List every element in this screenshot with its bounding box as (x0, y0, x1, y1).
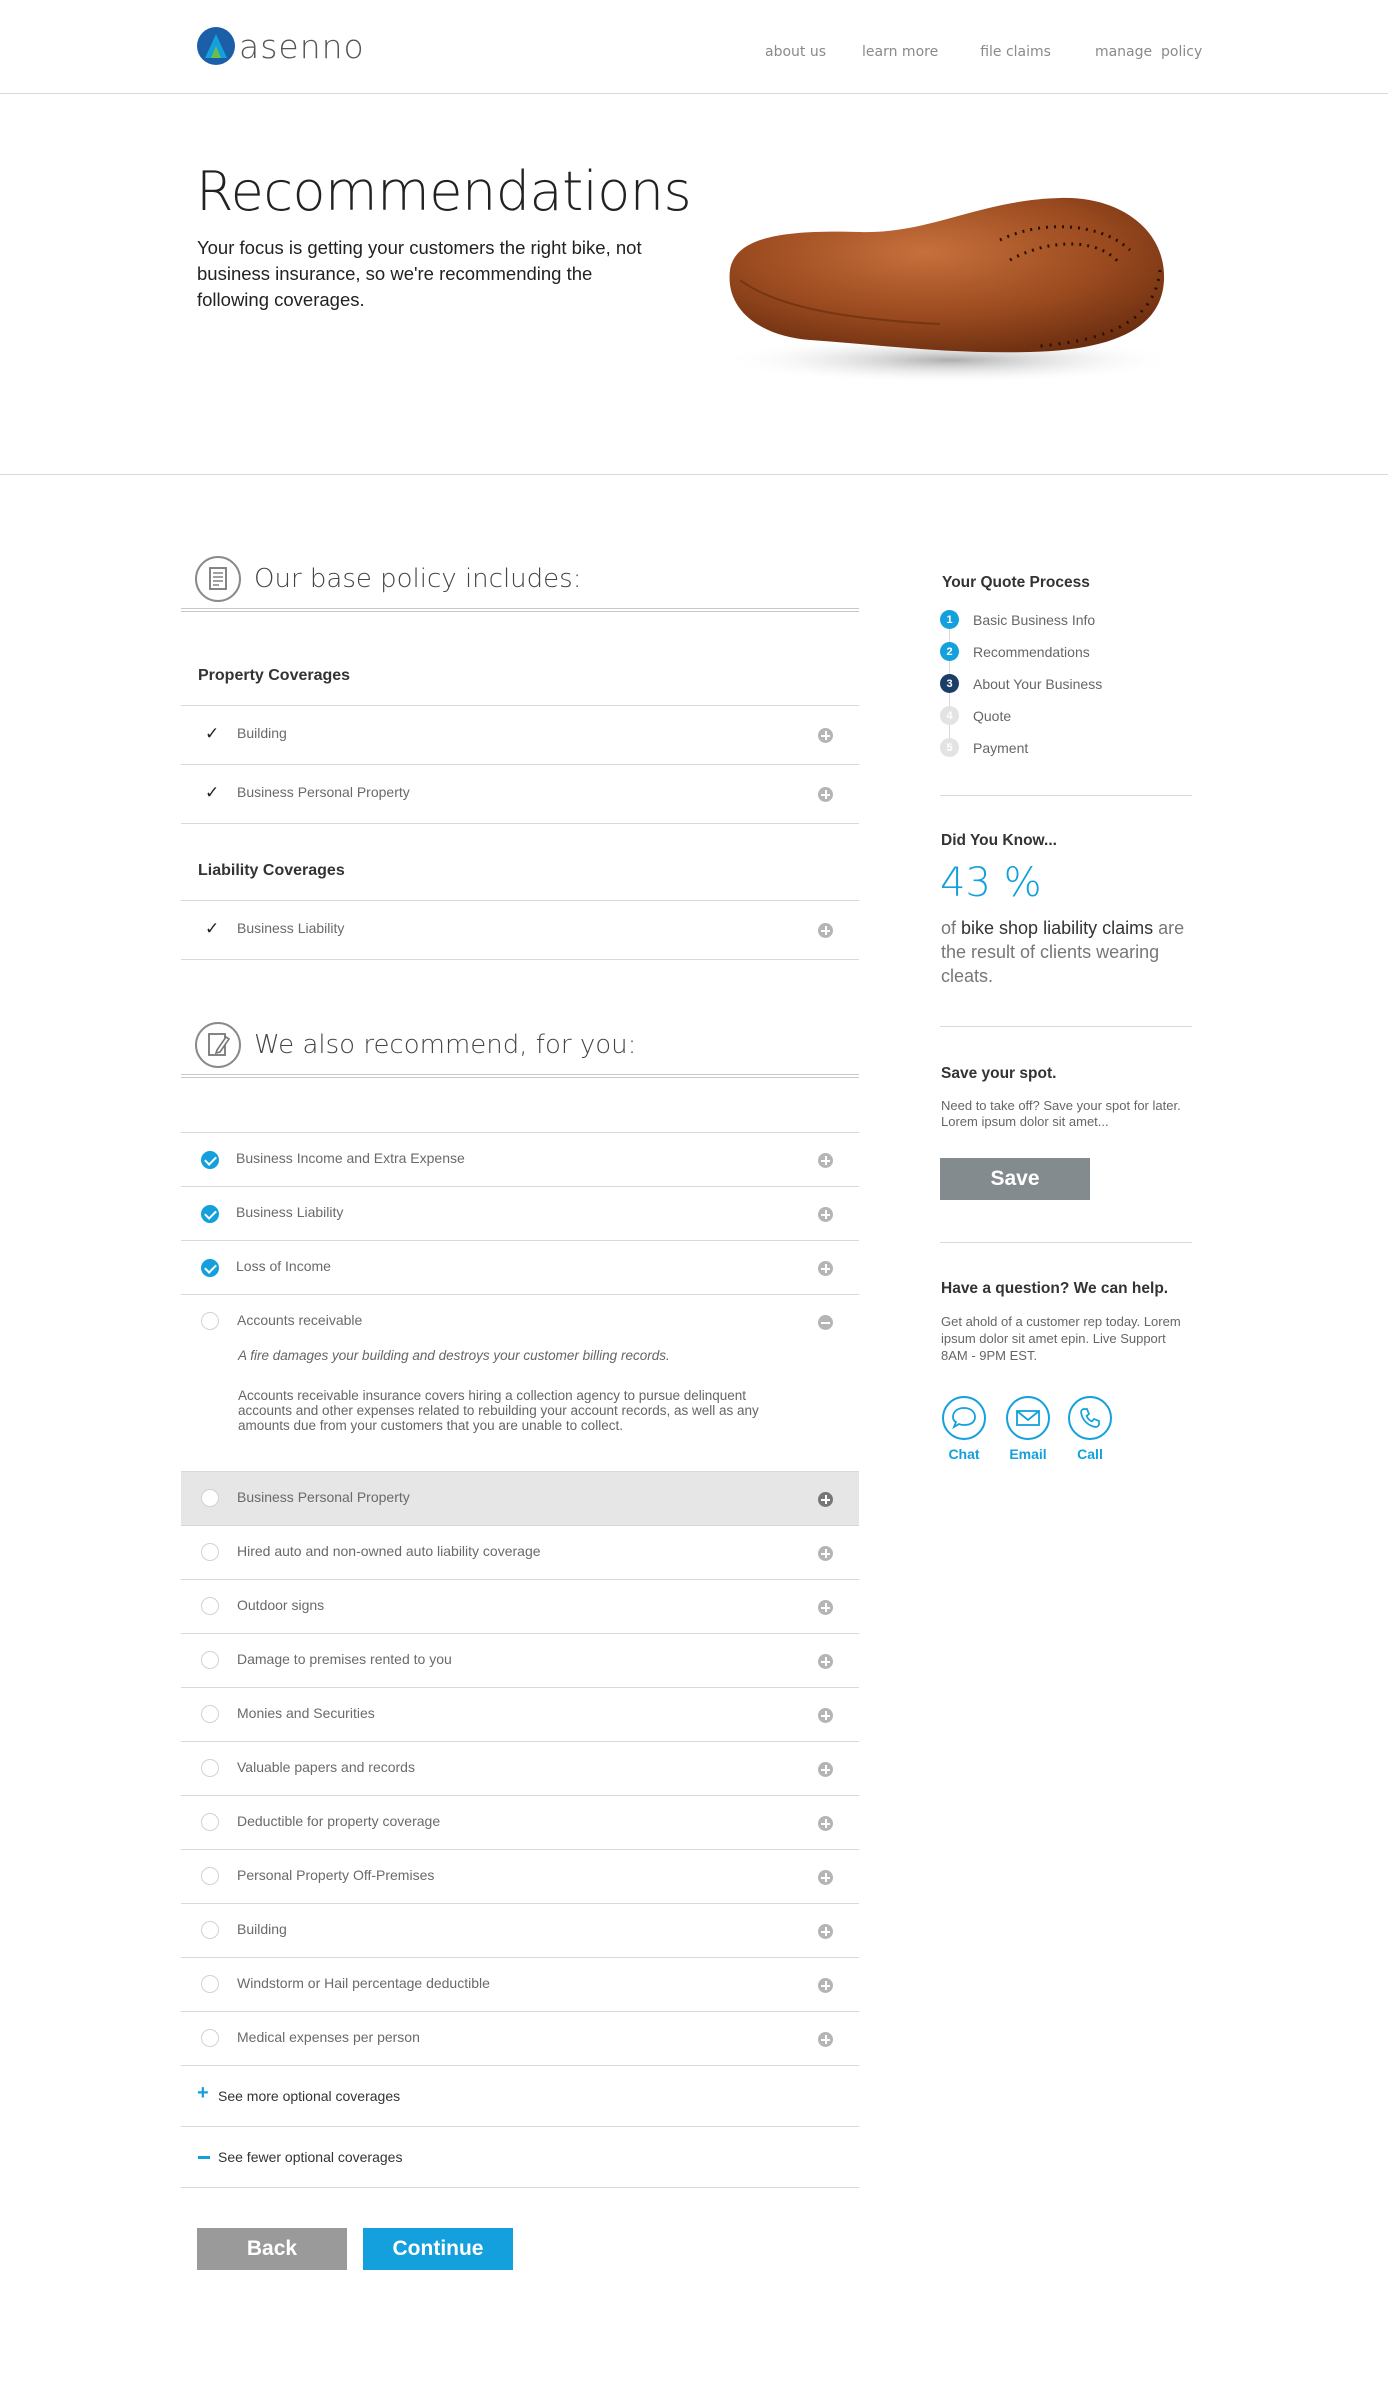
expand-plus-icon[interactable] (818, 1261, 833, 1276)
unselected-radio[interactable] (201, 1312, 219, 1330)
coverage-label: Hired auto and non-owned auto liability coverage (237, 1543, 541, 1559)
see-fewer-row[interactable] (181, 2127, 859, 2188)
unselected-radio[interactable] (201, 1921, 219, 1939)
help-text: Get ahold of a customer rep today. Lorem ipsum dolor sit amet epin. Live Support 8AM - 9PM EST. (941, 1314, 1181, 1363)
expand-plus-icon[interactable] (818, 1762, 833, 1777)
nav-about-us[interactable]: about us (765, 44, 827, 60)
minus-icon (198, 2156, 210, 2159)
expand-plus-icon[interactable] (818, 1924, 833, 1939)
step-number: 5 (940, 738, 959, 757)
coverage-example: A fire damages your building and destroys your customer billing records. (238, 1348, 670, 1363)
page-title: Recommendations (196, 160, 692, 223)
stat-text-bold: bike shop liability claims (961, 918, 1154, 938)
expand-plus-icon[interactable] (818, 1153, 833, 1168)
save-button[interactable]: Save (940, 1158, 1090, 1200)
step-label: Quote (973, 707, 1012, 724)
recommend-row[interactable] (181, 1241, 859, 1295)
unselected-radio[interactable] (201, 1867, 219, 1885)
recommend-row-expanded[interactable] (181, 1295, 859, 1472)
expand-plus-icon[interactable] (818, 1600, 833, 1615)
site-header (0, 0, 1388, 94)
divider (940, 1242, 1192, 1243)
property-coverages-heading: Property Coverages (198, 667, 351, 684)
expand-plus-icon[interactable] (818, 1870, 833, 1885)
recommend-row[interactable] (181, 1187, 859, 1241)
expand-plus-icon[interactable] (818, 1978, 833, 1993)
recommend-row[interactable] (181, 1742, 859, 1796)
expand-plus-icon[interactable] (818, 1207, 833, 1222)
help-title: Have a question? We can help. (941, 1280, 1169, 1297)
selected-check-icon[interactable] (201, 1205, 219, 1223)
recommend-row[interactable] (181, 1904, 859, 1958)
stat-text (941, 916, 1191, 988)
logo-text: asenno (239, 26, 365, 66)
coverage-label: Valuable papers and records (237, 1759, 415, 1775)
recommend-row[interactable] (181, 1580, 859, 1634)
unselected-radio[interactable] (201, 1705, 219, 1723)
unselected-radio[interactable] (201, 1813, 219, 1831)
unselected-radio[interactable] (201, 1597, 219, 1615)
coverage-label: Business Liability (236, 1204, 344, 1220)
coverage-label: Medical expenses per person (237, 2029, 420, 2045)
divider (940, 1026, 1192, 1027)
quote-step-1 (940, 610, 1095, 629)
save-spot-title: Save your spot. (941, 1065, 1057, 1082)
bike-saddle-image (700, 160, 1180, 390)
step-number: 1 (940, 610, 959, 629)
quote-step-4 (940, 706, 1011, 725)
plus-icon: + (197, 2082, 209, 2104)
liability-coverages-heading: Liability Coverages (198, 862, 345, 879)
asenno-logo[interactable] (196, 26, 365, 66)
expand-plus-icon[interactable] (818, 1816, 833, 1831)
logo-mark-icon (196, 26, 236, 66)
quote-step-2 (940, 642, 1090, 661)
email-label: Email (1009, 1446, 1047, 1462)
see-more-link[interactable]: See more optional coverages (218, 2088, 401, 2104)
step-label: Recommendations (973, 643, 1090, 660)
unselected-radio[interactable] (201, 1975, 219, 1993)
divider (940, 795, 1192, 796)
stat-text-prefix: of (941, 918, 962, 938)
coverage-label: Business Personal Property (237, 1489, 410, 1505)
unselected-radio[interactable] (201, 1759, 219, 1777)
coverage-label: Loss of Income (236, 1258, 331, 1274)
edit-document-icon (195, 1022, 241, 1068)
coverage-label: Deductible for property coverage (237, 1813, 441, 1829)
coverage-label: Business Liability (237, 920, 345, 936)
unselected-radio[interactable] (201, 2029, 219, 2047)
expand-plus-icon[interactable] (818, 923, 833, 938)
base-policy-header (181, 556, 859, 612)
checkmark-icon: ✓ (205, 724, 220, 743)
recommend-title: We also recommend, for you: (254, 1030, 637, 1060)
unselected-radio[interactable] (201, 1489, 219, 1507)
step-number: 2 (940, 642, 959, 661)
recommend-row[interactable] (181, 2012, 859, 2066)
recommend-row[interactable] (181, 1688, 859, 1742)
coverage-label: Outdoor signs (237, 1597, 325, 1613)
unselected-radio[interactable] (201, 1543, 219, 1561)
email-icon[interactable] (1006, 1396, 1050, 1440)
base-coverage-row[interactable] (181, 706, 859, 765)
call-label: Call (1077, 1446, 1103, 1462)
coverage-label: Building (237, 1921, 287, 1937)
checkmark-icon: ✓ (205, 919, 220, 938)
recommend-row[interactable] (181, 1133, 859, 1187)
step-label: Basic Business Info (973, 611, 1096, 628)
coverage-label: Business Income and Extra Expense (236, 1150, 465, 1166)
recommend-row[interactable] (181, 1634, 859, 1688)
base-policy-title: Our base policy includes: (254, 564, 582, 594)
nav-manage-policy[interactable]: manage policy (1094, 44, 1203, 60)
phone-icon[interactable] (1068, 1396, 1112, 1440)
chat-icon[interactable] (942, 1396, 986, 1440)
stat-text-rest: are the result of clients wearing cleats. (941, 918, 1185, 986)
recommend-row-highlighted[interactable] (181, 1472, 859, 1526)
step-label: Payment (973, 739, 1029, 756)
selected-check-icon[interactable] (201, 1151, 219, 1169)
coverage-label: Accounts receivable (237, 1312, 363, 1328)
coverage-label: Damage to premises rented to you (237, 1651, 452, 1667)
did-you-know-title: Did You Know... (941, 832, 1057, 849)
continue-button[interactable]: Continue (363, 2228, 513, 2270)
document-icon (195, 556, 241, 602)
expand-plus-icon[interactable] (818, 2032, 833, 2047)
step-number: 4 (940, 706, 959, 725)
expand-plus-icon[interactable] (818, 787, 833, 802)
stat-value: 43 % (940, 860, 1042, 906)
recommend-header (181, 1022, 859, 1078)
base-coverage-row[interactable] (181, 765, 859, 824)
expand-plus-icon[interactable] (818, 1708, 833, 1723)
step-label: About Your Business (973, 675, 1103, 692)
nav-file-claims[interactable]: file claims (980, 44, 1051, 60)
quote-step-3 (940, 674, 1102, 693)
chat-label: Chat (948, 1446, 980, 1462)
unselected-radio[interactable] (201, 1651, 219, 1669)
quote-process-title: Your Quote Process (942, 574, 1090, 591)
hero-description: Your focus is getting your customers the right bike, not business insurance, so we're recommending the following coverages. (197, 237, 642, 310)
save-spot-text: Need to take off? Save your spot for later. Lorem ipsum dolor sit amet... (941, 1098, 1181, 1129)
call-contact[interactable] (1068, 1396, 1112, 1462)
coverage-label: Business Personal Property (237, 784, 410, 800)
hero-section (0, 95, 1388, 475)
back-button[interactable]: Back (197, 2228, 347, 2270)
contact-options (942, 1396, 1182, 1466)
quote-step-5 (940, 738, 1028, 757)
main-nav (765, 44, 1202, 60)
coverage-label: Building (237, 725, 287, 741)
base-coverage-row[interactable] (181, 901, 859, 960)
email-contact[interactable] (1006, 1396, 1050, 1462)
checkmark-icon: ✓ (205, 783, 220, 802)
selected-check-icon[interactable] (201, 1259, 219, 1277)
recommend-row[interactable] (181, 1526, 859, 1580)
nav-learn-more[interactable]: learn more (862, 44, 939, 60)
see-fewer-link[interactable]: See fewer optional coverages (218, 2149, 403, 2165)
expand-plus-icon[interactable] (818, 1546, 833, 1561)
collapse-minus-icon[interactable] (818, 1315, 833, 1330)
chat-contact[interactable] (942, 1396, 986, 1462)
coverage-description: Accounts receivable insurance covers hiring a collection agency to pursue delinquent accounts and other expenses related to rebuilding your account records, as well as any amounts due from your customers that you are unable to collect. (238, 1388, 759, 1433)
coverage-label: Monies and Securities (237, 1705, 375, 1721)
recommend-row[interactable] (181, 1958, 859, 2012)
coverage-label: Windstorm or Hail percentage deductible (237, 1975, 490, 1991)
see-more-row[interactable] (181, 2066, 859, 2127)
step-number: 3 (940, 674, 959, 693)
recommend-row[interactable] (181, 1850, 859, 1904)
coverage-label: Personal Property Off-Premises (237, 1867, 435, 1883)
expand-plus-icon[interactable] (818, 728, 833, 743)
recommend-row[interactable] (181, 1796, 859, 1850)
expand-plus-icon[interactable] (818, 1492, 833, 1507)
expand-plus-icon[interactable] (818, 1654, 833, 1669)
